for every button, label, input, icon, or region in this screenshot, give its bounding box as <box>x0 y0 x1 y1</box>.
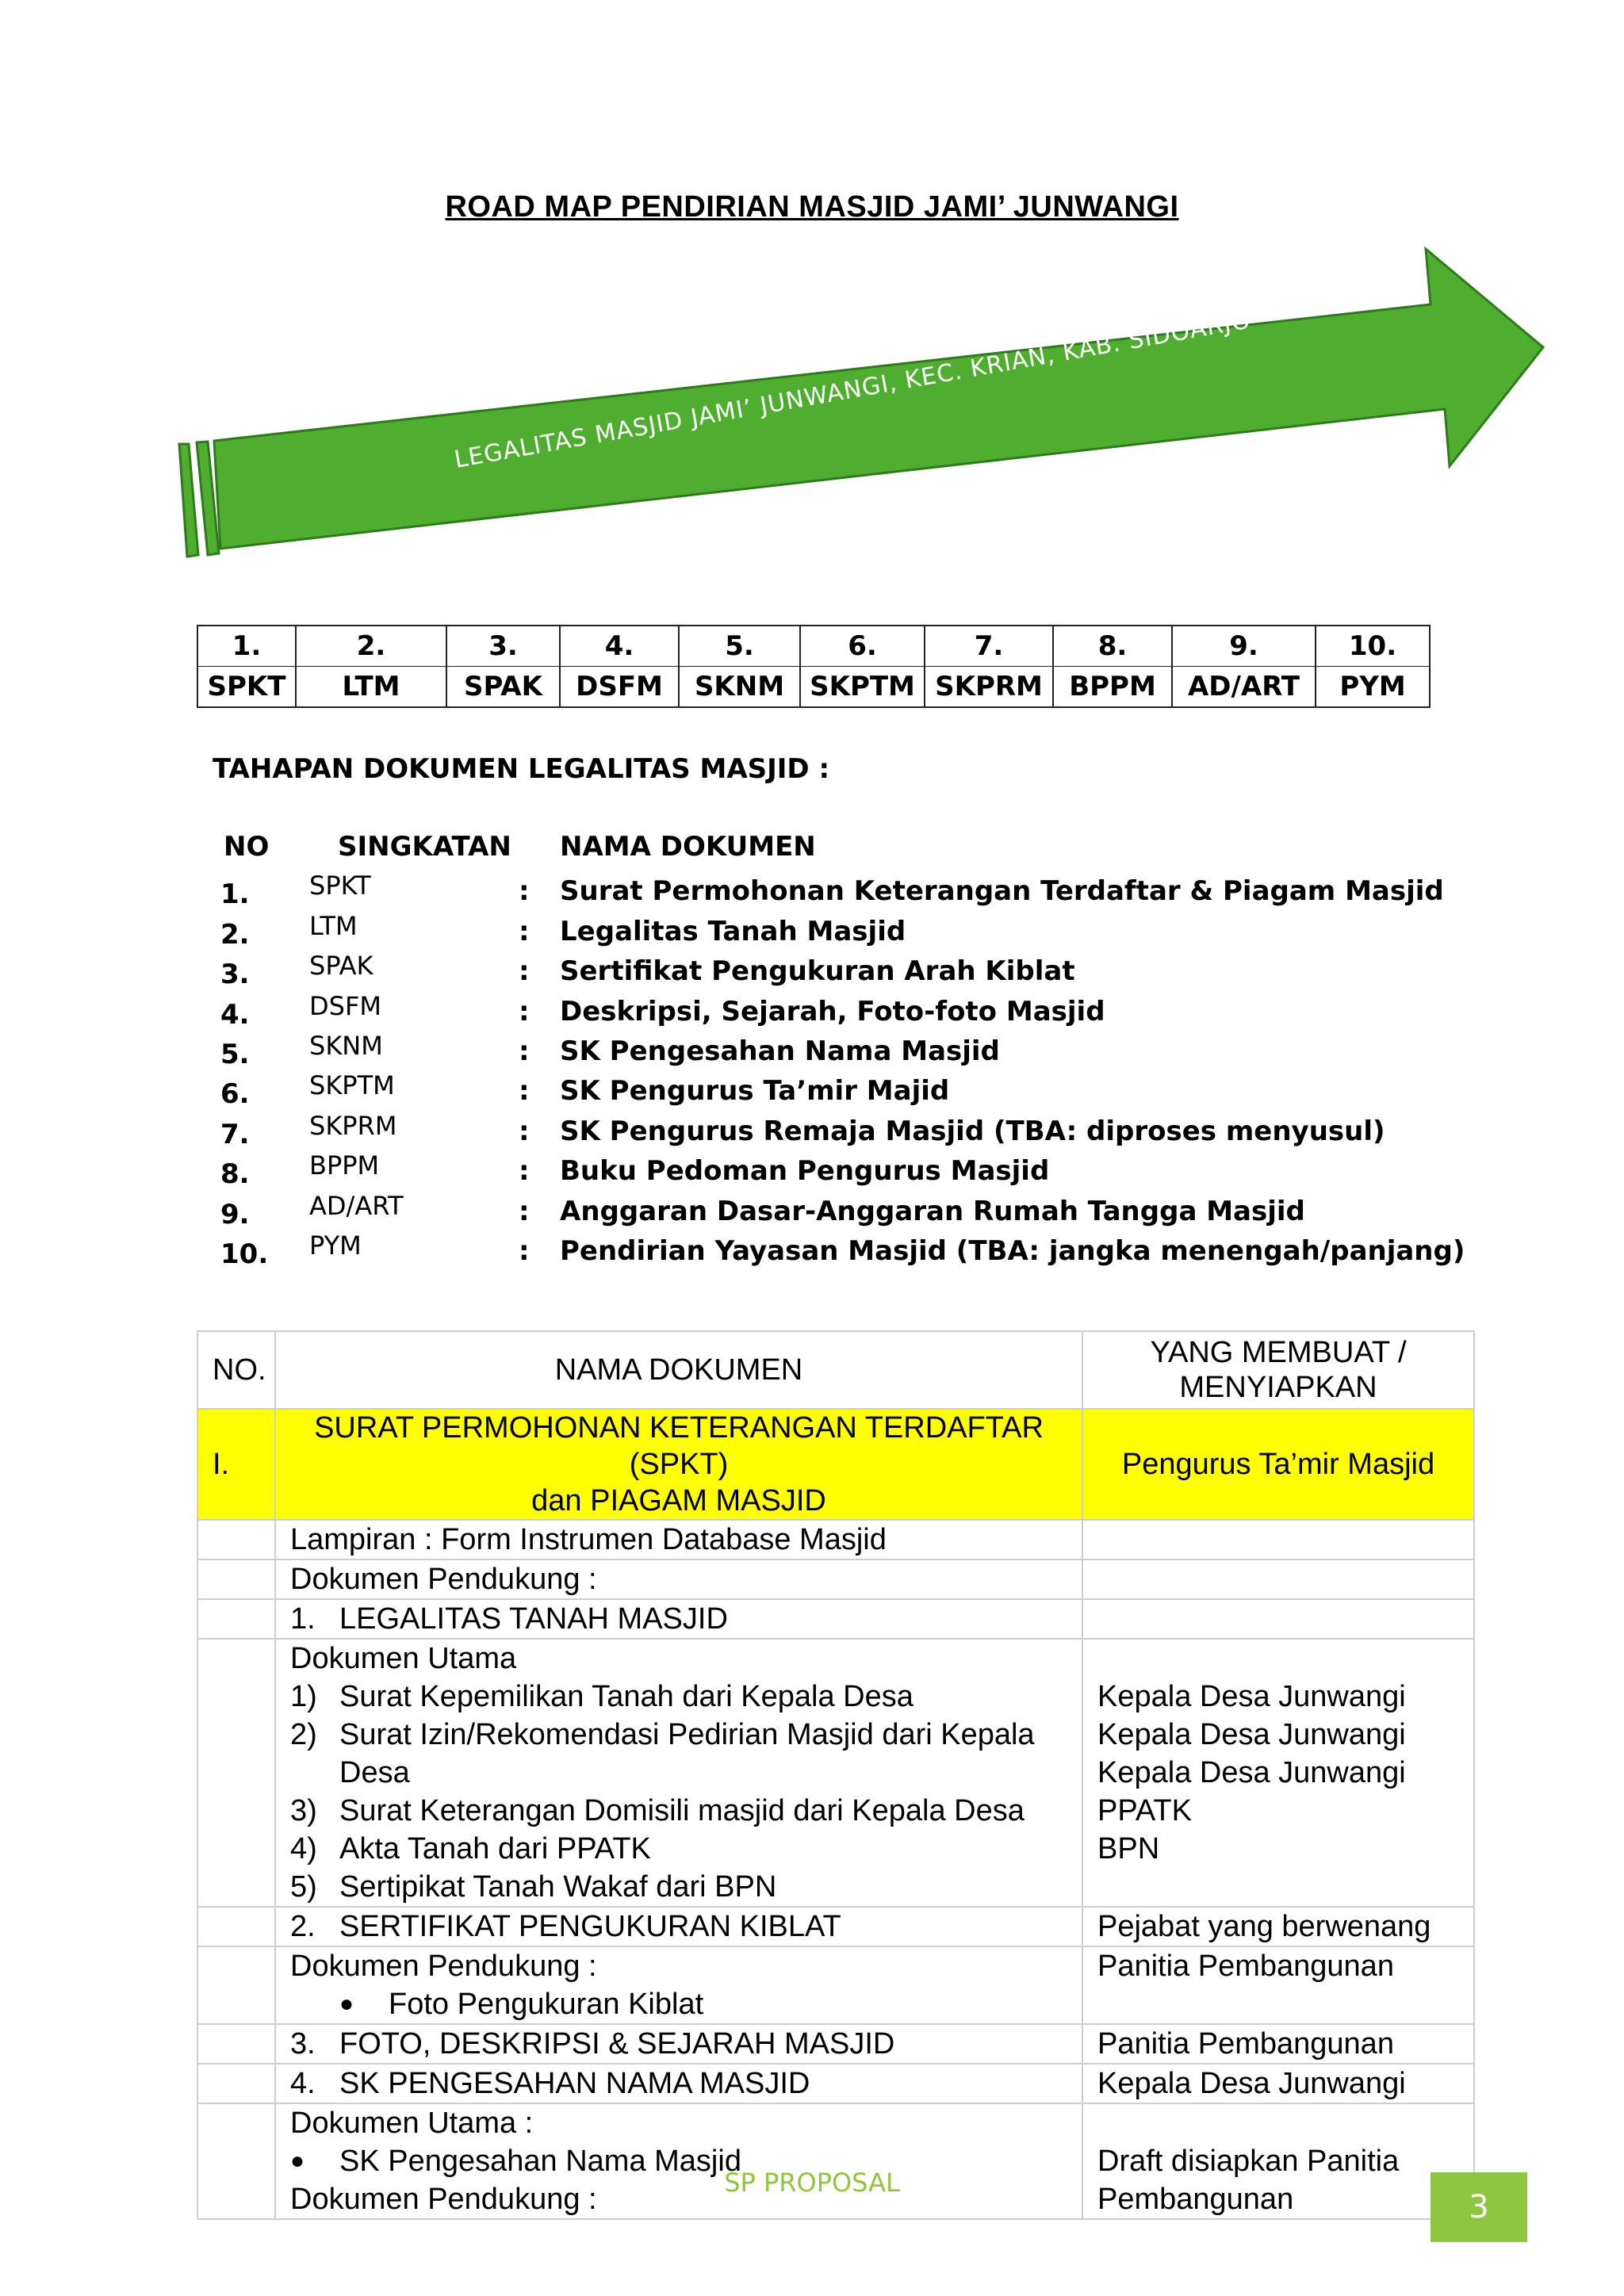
item-no: 9. <box>220 1198 250 1230</box>
item-no: 2. <box>220 918 250 951</box>
step-abbr: DSFM <box>560 667 679 708</box>
item-abbr: SPAK <box>309 951 373 982</box>
item-colon: : <box>519 1195 530 1227</box>
item-abbr: DSFM <box>309 990 381 1021</box>
item-name: SK Pengurus Ta’mir Majid <box>560 1075 950 1108</box>
section-no: I. <box>197 1409 275 1520</box>
list-item: ● Foto Pengukuran Kiblat <box>290 1985 1067 2023</box>
maker-text: Pembangunan <box>1097 2183 1294 2216</box>
item-abbr: SKPRM <box>309 1110 397 1141</box>
col-header-no: NO <box>224 831 270 863</box>
item-no: 8. <box>220 1158 250 1191</box>
item-colon: : <box>519 1075 530 1108</box>
list-item: 3) Surat Keterangan Domisili masjid dari Kepala Desa <box>290 1794 1025 1827</box>
footer-text: SP PROPOSAL <box>724 2168 900 2198</box>
maker-text: PPATK <box>1097 1794 1192 1827</box>
item-label: FOTO, DESKRIPSI & SEJARAH MASJID <box>339 2027 895 2061</box>
step-number: 8. <box>1053 626 1172 667</box>
item-abbr: SPKT <box>309 871 371 901</box>
document-list-header <box>213 831 1450 871</box>
item-heading <box>275 1599 1082 1639</box>
item-name: SK Pengurus Remaja Masjid (TBA: diproses menyusul) <box>560 1115 1385 1147</box>
item-name: Pendirian Yayasan Masjid (TBA: jangka menengah/panjang) <box>560 1234 1465 1267</box>
item-no: 5. <box>220 1038 250 1070</box>
maker-text: Kepala Desa Junwangi <box>1097 1680 1406 1713</box>
list-item: 1) Surat Kepemilikan Tanah dari Kepala Desa <box>290 1680 914 1713</box>
item-number: 1. <box>290 1602 316 1636</box>
step-number: 1. <box>197 626 296 667</box>
bullet-icon: ● <box>339 1991 354 2017</box>
step-number: 9. <box>1172 626 1316 667</box>
table-row <box>197 2103 1474 2219</box>
header-maker <box>1082 1331 1474 1409</box>
col-header-name: NAMA DOKUMEN <box>560 831 816 863</box>
item-name: Surat Permohonan Keterangan Terdaftar & Piagam Masjid <box>560 875 1444 908</box>
item-colon: : <box>519 1234 530 1267</box>
item-abbr: SKPTM <box>309 1070 395 1101</box>
item-name: Deskripsi, Sejarah, Foto-foto Masjid <box>560 995 1105 1027</box>
section-heading: TAHAPAN DOKUMEN LEGALITAS MASJID : <box>213 753 830 785</box>
item-colon: : <box>519 955 530 988</box>
item-name: Legalitas Tanah Masjid <box>560 915 906 947</box>
list-item: 2) Surat Izin/Rekomendasi Pedirian Masjid dari Kepala Desa <box>290 1718 1035 1789</box>
table-row-item1-docs <box>197 1639 1474 1907</box>
step-abbr: SPKT <box>197 667 296 708</box>
item-name: Anggaran Dasar-Anggaran Rumah Tangga Masjid <box>560 1195 1305 1227</box>
item4-docs <box>275 2103 1082 2219</box>
item-heading <box>275 1907 1082 1946</box>
dokumen-pendukung-label: Dokumen Pendukung : <box>290 1950 597 1983</box>
bullet-icon: ● <box>290 2148 305 2174</box>
item-no: 1. <box>220 878 250 911</box>
table-header-row <box>197 1331 1474 1409</box>
list-item: 4) Akta Tanah dari PPATK <box>290 1832 651 1866</box>
table-row-section-1 <box>197 1409 1474 1520</box>
maker-text: Kepala Desa Junwangi <box>1097 1756 1406 1789</box>
step-number: 4. <box>560 626 679 667</box>
item1-makers <box>1082 1639 1474 1907</box>
item-abbr: PYM <box>309 1230 362 1261</box>
dokumen-pendukung-label: Dokumen Pendukung : <box>275 1559 1082 1599</box>
step-abbr: AD/ART <box>1172 667 1316 708</box>
section-title-line1: SURAT PERMOHONAN KETERANGAN TERDAFTAR (SPKT) <box>314 1411 1044 1481</box>
step-abbr: SKPTM <box>800 667 925 708</box>
item-number: 3. <box>290 2027 316 2061</box>
item-colon: : <box>519 1035 530 1067</box>
step-number: 2. <box>296 626 446 667</box>
item-label: SK PENGESAHAN NAMA MASJID <box>339 2067 810 2100</box>
maker-text: Kepala Desa Junwangi <box>1097 1718 1406 1751</box>
steps-number-row <box>197 626 1430 667</box>
maker-text: Kepala Desa Junwangi <box>1082 2064 1474 2103</box>
item-colon: : <box>519 1155 530 1188</box>
item-no: 4. <box>220 998 250 1031</box>
item-name: Sertifikat Pengukuran Arah Kiblat <box>560 955 1075 988</box>
item-abbr: AD/ART <box>309 1190 404 1221</box>
item-label: SERTIFIKAT PENGUKURAN KIBLAT <box>339 1910 841 1943</box>
table-row <box>197 1907 1474 1946</box>
list-item <box>213 871 1450 910</box>
maker-text: Pejabat yang berwenang <box>1082 1907 1474 1946</box>
list-item: 5) Sertipikat Tanah Wakaf dari BPN <box>290 1870 777 1904</box>
col-header-abbr: SINGKATAN <box>338 831 511 863</box>
list-item <box>213 1230 1465 1270</box>
maker-text: Panitia Pembangunan <box>1082 1946 1474 2024</box>
item-colon: : <box>519 1115 530 1147</box>
header-no: NO. <box>197 1331 275 1409</box>
section-title-line2: dan PIAGAM MASJID <box>531 1484 826 1517</box>
step-abbr: LTM <box>296 667 446 708</box>
item-number: 4. <box>290 2067 316 2100</box>
dokumen-utama-label: Dokumen Utama : <box>290 2107 534 2140</box>
table-row <box>197 1559 1474 1599</box>
item-abbr: SKNM <box>309 1030 383 1061</box>
item-label: LEGALITAS TANAH MASJID <box>339 1602 728 1636</box>
step-number: 10. <box>1316 626 1430 667</box>
arrow-label: LEGALITAS MASJID JAMI’ JUNWANGI, KEC. KRIAN, KAB. SIDOARJO <box>452 306 1254 474</box>
item-no: 6. <box>220 1078 250 1111</box>
list-item <box>213 1031 1450 1070</box>
step-number: 5. <box>679 626 800 667</box>
arrow-bar-1 <box>179 444 198 557</box>
maker-text: Draft disiapkan Panitia <box>1097 2145 1400 2178</box>
item-name: Buku Pedoman Pengurus Masjid <box>560 1155 1050 1188</box>
item4-makers <box>1082 2103 1474 2219</box>
maker-text: BPN <box>1097 1832 1160 1866</box>
item1-docs <box>275 1639 1082 1907</box>
step-number: 7. <box>925 626 1053 667</box>
table-row <box>197 1599 1474 1639</box>
header-maker-line1: YANG MEMBUAT / <box>1150 1336 1407 1369</box>
step-number: 3. <box>446 626 560 667</box>
header-maker-line2: MENYIAPKAN <box>1179 1371 1377 1404</box>
item-colon: : <box>519 875 530 908</box>
list-item <box>213 1150 1450 1190</box>
item-heading <box>275 2064 1082 2103</box>
dokumen-utama-label: Dokumen Utama <box>290 1642 517 1675</box>
item-abbr: BPPM <box>309 1150 380 1181</box>
list-item <box>213 911 1450 951</box>
step-abbr: SPAK <box>446 667 560 708</box>
item-colon: : <box>519 995 530 1027</box>
steps-table <box>197 625 1431 708</box>
item-no: 3. <box>220 959 250 991</box>
documents-table <box>197 1330 1475 2220</box>
item-name: SK Pengesahan Nama Masjid <box>560 1035 1000 1067</box>
item2-supporting <box>275 1946 1082 2024</box>
page-number: 3 <box>1431 2172 1527 2242</box>
steps-abbr-row <box>197 667 1430 708</box>
section-title <box>275 1409 1082 1520</box>
step-abbr: PYM <box>1316 667 1430 708</box>
item-no: 10. <box>220 1238 269 1270</box>
list-item <box>213 1070 1450 1110</box>
item-heading <box>275 2024 1082 2064</box>
dokumen-pendukung-label: Dokumen Pendukung : <box>290 2183 597 2216</box>
section-maker: Pengurus Ta’mir Masjid <box>1082 1409 1474 1520</box>
step-abbr: BPPM <box>1053 667 1172 708</box>
list-item <box>213 1111 1450 1150</box>
list-item: ● SK Pengesahan Nama Masjid <box>290 2142 1067 2180</box>
lampiran-text: Lampiran : Form Instrumen Database Masjid <box>275 1520 1082 1559</box>
table-row <box>197 1520 1474 1559</box>
list-item <box>213 951 1450 990</box>
item-number: 2. <box>290 1910 316 1943</box>
table-row <box>197 2024 1474 2064</box>
table-row <box>197 1946 1474 2024</box>
step-abbr: SKNM <box>679 667 800 708</box>
document-list <box>213 831 1465 1270</box>
roadmap-arrow <box>0 0 1624 603</box>
list-item <box>213 1191 1450 1230</box>
item-abbr: LTM <box>309 910 358 941</box>
step-number: 6. <box>800 626 925 667</box>
list-item <box>213 991 1450 1031</box>
item-colon: : <box>519 915 530 947</box>
item-no: 7. <box>220 1118 250 1150</box>
header-name: NAMA DOKUMEN <box>275 1331 1082 1409</box>
step-abbr: SKPRM <box>925 667 1053 708</box>
document-title: ROAD MAP PENDIRIAN MASJID JAMI’ JUNWANGI <box>445 190 1179 224</box>
maker-text: Panitia Pembangunan <box>1082 2024 1474 2064</box>
table-row <box>197 2064 1474 2103</box>
